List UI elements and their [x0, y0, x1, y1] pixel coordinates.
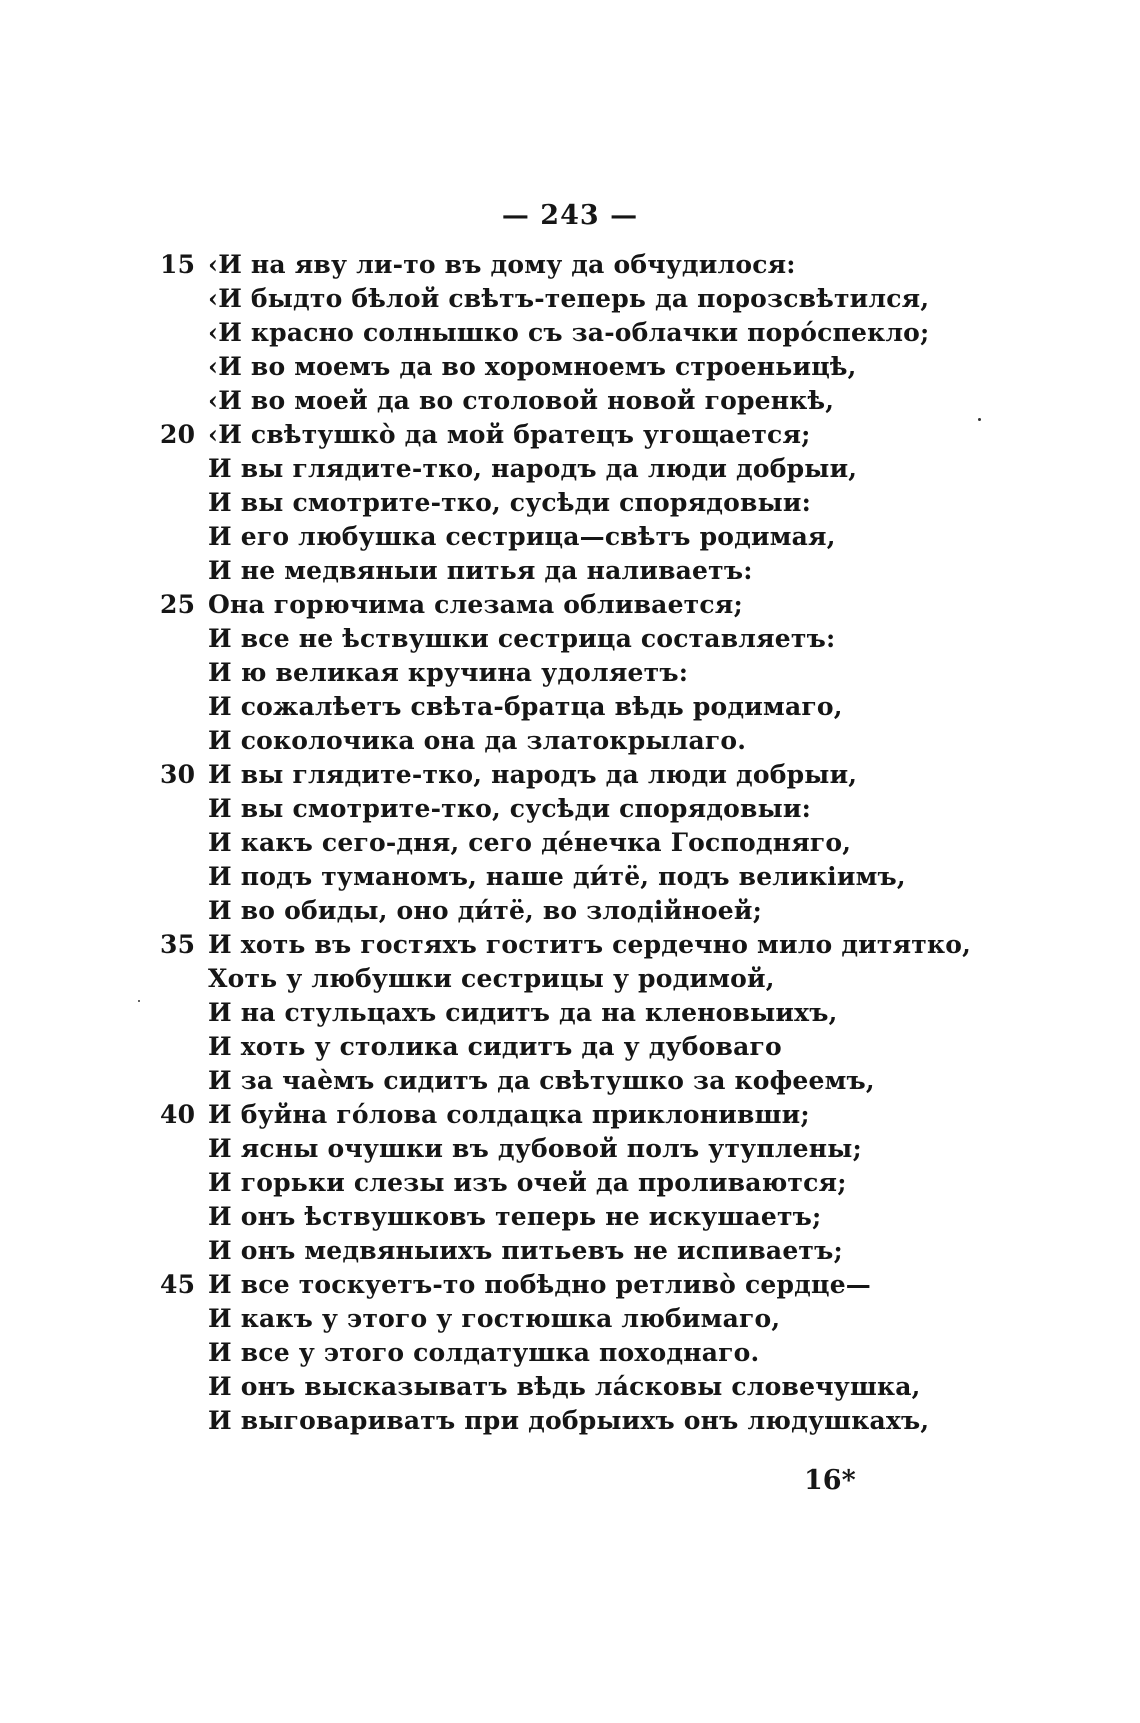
page-number: — 243 — [501, 200, 639, 231]
line-number: 15 [160, 250, 196, 279]
verse-text: И сожалѣетъ свѣта-братца вѣдь родимаго, [208, 692, 843, 721]
verse-text: И все у этого солдатушка походнаго. [208, 1338, 760, 1367]
verse-text: ‹И на яву ли-то въ дому да обчудилося: [208, 250, 796, 279]
line-number: 45 [160, 1270, 196, 1299]
verse-text: И во обиды, оно ди́тё, во злодійноей; [208, 896, 763, 925]
verse-text: И выговариватъ при добрыихъ онъ людушкахъ, [208, 1406, 930, 1435]
verse-text: И онъ высказыватъ вѣдь ла́сковы словечушка, [208, 1372, 921, 1401]
verse-text: ‹И быдто бѣлой свѣтъ-теперь да порозсвѣтился, [208, 284, 930, 313]
verse-text: И за чаѐмъ сидитъ да свѣтушко за кофеемъ, [208, 1066, 875, 1095]
signature-mark: 16* [804, 1465, 856, 1496]
verse-text: И подъ туманомъ, наше ди́тё, подъ великiимъ, [208, 862, 906, 891]
verse-text: И не медвяныи питья да наливаетъ: [208, 556, 753, 585]
verse-text: И вы глядите-тко, народъ да люди добрыи, [208, 454, 858, 483]
verse-text: И ю великая кручина удоляетъ: [208, 658, 689, 687]
verse-text: И онъ ѣствушковъ теперь не искушаетъ; [208, 1202, 822, 1231]
verse-text: И его любушка сестрица—свѣтъ родимая, [208, 522, 836, 551]
verse-text: И все тоскуетъ-то побѣдно ретливо̀ сердце— [208, 1270, 871, 1299]
verse-text: ‹И красно солнышко съ за-облачки поро́спекло; [208, 318, 930, 347]
line-number: 25 [160, 590, 196, 619]
verse-text: И какъ сего-дня, сего де́нечка Господняго, [208, 828, 852, 857]
verse-text: И все не ѣствушки сестрица составляетъ: [208, 624, 836, 653]
verse-text: И буйна го́лова солдацка приклонивши; [208, 1100, 810, 1129]
verse-text: И ясны очушки въ дубовой полъ утуплены; [208, 1134, 862, 1163]
line-number: 20 [160, 420, 196, 449]
verse-text: И вы глядите-тко, народъ да люди добрыи, [208, 760, 858, 789]
verse-text: И вы смотрите-тко, сусѣди спорядовыи: [208, 794, 812, 823]
line-number: 35 [160, 930, 196, 959]
verse-text: И хоть въ гостяхъ гоститъ сердечно мило дитятко, [208, 930, 972, 959]
verse-text: И горьки слезы изъ очей да проливаются; [208, 1168, 847, 1197]
line-number: 40 [160, 1100, 196, 1129]
scan-speck [978, 418, 981, 421]
verse-text: И онъ медвяныихъ питьевъ не испиваетъ; [208, 1236, 843, 1265]
line-number: 30 [160, 760, 196, 789]
verse-text: Она горючима слезама обливается; [208, 590, 743, 619]
verse-text: Хоть у любушки сестрицы у родимой, [208, 964, 775, 993]
verse-text: И вы смотрите-тко, сусѣди спорядовыи: [208, 488, 812, 517]
verse-text: И хоть у столика сидитъ да у дубоваго [208, 1032, 782, 1061]
scan-speck [138, 1000, 140, 1002]
verse-text: И какъ у этого у гостюшка любимаго, [208, 1304, 781, 1333]
verse-text: ‹И во моей да во столовой новой горенкѣ, [208, 386, 835, 415]
verse-text: ‹И во моемъ да во хоромноемъ строеньицѣ, [208, 352, 857, 381]
verse-text: И на стульцахъ сидитъ да на кленовыихъ, [208, 998, 838, 1027]
verse-text: И соколочика она да златокрылаго. [208, 726, 747, 755]
verse-text: ‹И свѣтушко̀ да мой братецъ угощается; [208, 420, 811, 449]
